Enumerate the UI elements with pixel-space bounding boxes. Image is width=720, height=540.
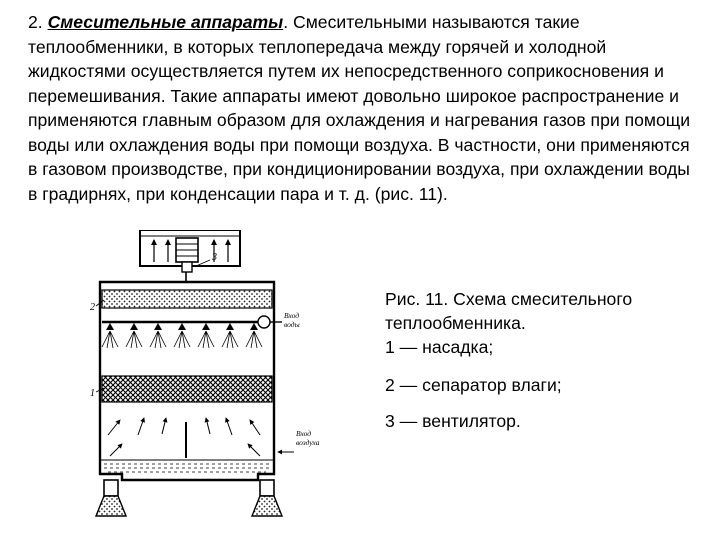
supports: [96, 480, 282, 516]
mixing-heat-exchanger-diagram: [78, 230, 378, 530]
caption-item-2: 2 — сепаратор влаги;: [385, 375, 562, 395]
paragraph-lead: Смесительные аппараты: [47, 12, 284, 32]
caption-item-1: 1 — насадка;: [385, 337, 494, 357]
water-inlet-label-2: воды: [284, 320, 300, 329]
air-inlet-label-1: Вход: [296, 429, 312, 438]
body-paragraph: [28, 10, 700, 206]
figure-caption: [385, 287, 705, 433]
label-1: 1: [90, 388, 95, 399]
label-2: 2: [90, 302, 95, 313]
packing: [102, 376, 272, 402]
paragraph-number: 2.: [28, 12, 48, 32]
paragraph-text: . Смесительными называются такие теплообменники, в которых теплопередача между горячей и холодной жидкостями осуществляется путем их непосредственного соприкосновения и перемешивания. Такие аппараты имеют довольно широкое распространение и применяются главным образом для охлаждения и нагревания газов при помощи воды или охлаждения воды при помощи воздуха. В частности, они применяются в газовом производстве, при кондиционировании воздуха, при охлаждении воды в градирнях, при конденсации пара и т. д. (рис. 11).: [28, 12, 691, 204]
caption-item-3: 3 — вентилятор.: [385, 411, 521, 431]
caption-title: Рис. 11. Схема смесительного теплообменника.: [385, 289, 633, 333]
moisture-separator: [102, 290, 272, 308]
water-inlet-label-1: Вход: [284, 311, 300, 320]
label-3: 3: [212, 252, 217, 263]
air-inlet-label-2: воздуха: [296, 438, 320, 447]
